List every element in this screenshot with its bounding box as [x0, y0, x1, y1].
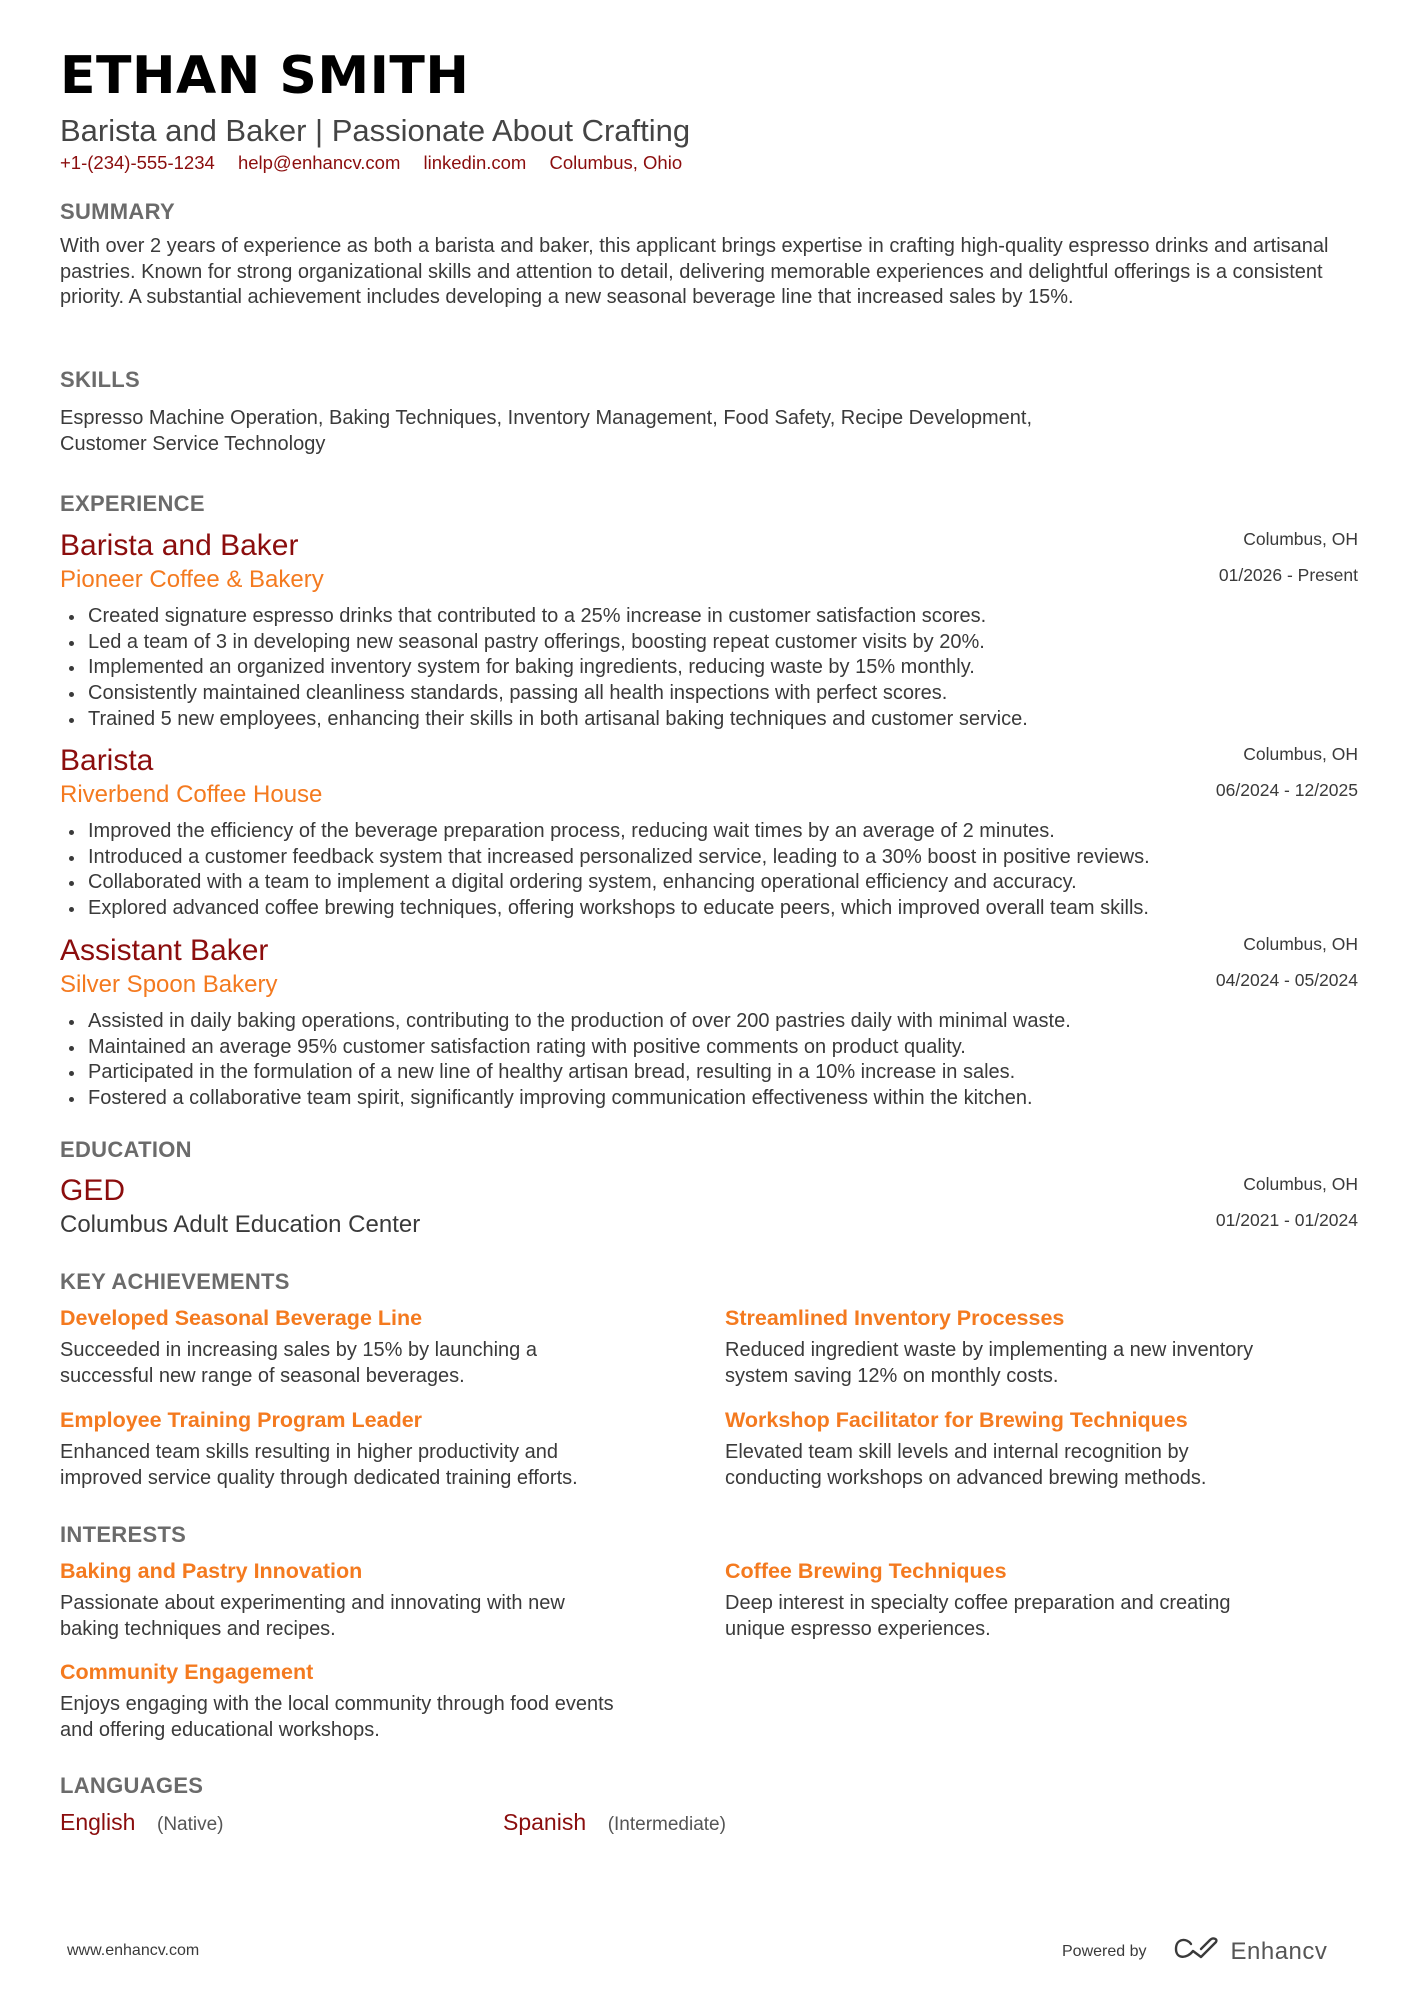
job-entry [60, 528, 1358, 733]
bullet-item: Led a team of 3 in developing new seasonal pastry offerings, boosting repeat customer visits by 20%. [60, 630, 1358, 656]
achievement-title: Streamlined Inventory Processes [725, 1306, 1065, 1330]
desc-line: Enjoys engaging with the local community through food events [60, 1693, 614, 1715]
interest-desc [60, 1591, 690, 1642]
headline: Barista and Baker | Passionate About Crafting [60, 113, 691, 148]
achievement-desc [60, 1440, 690, 1491]
bullet-item: Created signature espresso drinks that contributed to a 25% increase in customer satisfaction scores. [60, 604, 1358, 630]
job-bullets [60, 604, 1358, 733]
desc-line: and offering educational workshops. [60, 1718, 380, 1741]
desc-line: Reduced ingredient waste by implementing a new inventory [725, 1339, 1254, 1361]
education-entry [60, 1173, 1358, 1241]
bullet-item: Maintained an average 95% customer satisfaction rating with positive comments on product quality. [60, 1035, 1358, 1061]
job-dates: 01/2026 - Present [1218, 565, 1358, 585]
section-title-education: EDUCATION [60, 1137, 192, 1162]
desc-line: successful new range of seasonal beverages. [60, 1364, 465, 1387]
desc-line: baking techniques and recipes. [60, 1617, 336, 1640]
achievement-item [60, 1406, 690, 1491]
job-meta [1219, 528, 1358, 586]
footer-branding [1062, 1936, 1327, 1967]
bullet-item: Consistently maintained cleanliness standards, passing all health inspections with perfect scores. [60, 681, 1358, 707]
bullet-item: Assisted in daily baking operations, contributing to the production of over 200 pastries daily with minimal waste. [60, 1009, 1358, 1035]
job-location: Columbus, OH [1243, 934, 1358, 954]
achievement-item [725, 1304, 1355, 1389]
language-name: English [60, 1809, 136, 1835]
interest-desc [60, 1692, 690, 1743]
bullet-item: Implemented an organized inventory system for baking ingredients, reducing waste by 15% monthly. [60, 655, 1358, 681]
job-meta [1216, 743, 1358, 801]
desc-line: Enhanced team skills resulting in higher productivity and [60, 1441, 559, 1463]
achievement-desc [60, 1338, 690, 1389]
achievement-title: Employee Training Program Leader [60, 1408, 423, 1432]
language-level: (Intermediate) [607, 1814, 726, 1835]
job-location: Columbus, OH [1243, 744, 1358, 764]
language-level: (Native) [157, 1814, 224, 1835]
desc-line: Elevated team skill levels and internal recognition by [725, 1441, 1189, 1463]
section-title-languages: LANGUAGES [60, 1773, 204, 1798]
job-bullets [60, 1009, 1358, 1112]
interest-desc [725, 1591, 1355, 1642]
skills-text [60, 406, 1358, 457]
interest-title: Coffee Brewing Techniques [725, 1559, 1007, 1583]
interest-title: Community Engagement [60, 1660, 314, 1684]
desc-line: improved service quality through dedicated training efforts. [60, 1466, 578, 1489]
bullet-item: Collaborated with a team to implement a digital ordering system, enhancing operational efficiency and accuracy. [60, 870, 1358, 896]
interest-item [60, 1658, 690, 1743]
education-meta [1216, 1173, 1358, 1231]
bullet-item: Trained 5 new employees, enhancing their skills in both artisanal baking techniques and customer service. [60, 707, 1358, 733]
achievement-desc [725, 1440, 1355, 1491]
achievement-desc [725, 1338, 1355, 1389]
skills-line: Customer Service Technology [60, 432, 326, 455]
desc-line: Passionate about experimenting and innovating with new [60, 1592, 565, 1614]
job-title: Barista and Baker [60, 529, 299, 562]
language-name: Spanish [503, 1809, 587, 1835]
degree: GED [60, 1174, 126, 1207]
bullet-item: Participated in the formulation of a new line of healthy artisan bread, resulting in a 10% increase in sales. [60, 1060, 1358, 1086]
section-title-interests: INTERESTS [60, 1522, 187, 1547]
email-link[interactable]: help@enhancv.com [237, 152, 401, 173]
job-entry [60, 743, 1358, 922]
footer-website-link[interactable]: www.enhancv.com [67, 1942, 200, 1959]
language-item [503, 1808, 726, 1839]
enhancv-logo-icon [1173, 1936, 1221, 1967]
interest-title: Baking and Pastry Innovation [60, 1559, 363, 1583]
location-text: Columbus, Ohio [549, 152, 683, 173]
linkedin-link[interactable]: linkedin.com [423, 152, 527, 173]
job-location: Columbus, OH [1243, 529, 1358, 549]
section-title-key-achievements: KEY ACHIEVEMENTS [60, 1269, 290, 1294]
bullet-item: Explored advanced coffee brewing techniques, offering workshops to educate peers, which improved overall team skills. [60, 896, 1358, 922]
language-item [60, 1808, 224, 1839]
achievement-title: Workshop Facilitator for Brewing Techniques [725, 1408, 1188, 1432]
school-name: Columbus Adult Education Center [60, 1211, 421, 1238]
skills-line: Espresso Machine Operation, Baking Techniques, Inventory Management, Food Safety, Recipe Development, [60, 407, 1033, 429]
job-company: Riverbend Coffee House [60, 781, 323, 808]
job-bullets [60, 819, 1358, 922]
achievement-title: Developed Seasonal Beverage Line [60, 1306, 423, 1330]
achievement-item [725, 1406, 1355, 1491]
education-location: Columbus, OH [1243, 1174, 1358, 1194]
bullet-item: Introduced a customer feedback system that increased personalized service, leading to a 30% boost in positive reviews. [60, 845, 1358, 871]
job-meta [1216, 933, 1358, 991]
desc-line: system saving 12% on monthly costs. [725, 1364, 1059, 1387]
bullet-item: Improved the efficiency of the beverage preparation process, reducing wait times by an average of 2 minutes. [60, 819, 1358, 845]
enhancv-brand-name: Enhancv [1230, 1937, 1328, 1965]
desc-line: conducting workshops on advanced brewing methods. [725, 1466, 1207, 1489]
summary-text: With over 2 years of experience as both a barista and baker, this applicant brings expertise in crafting high-quality espresso drinks and artisanal pastries. Known for strong organizational skills and attention to detail, delivering memorable experiences and delightful offerings is a consistent priority. A substantial achievement includes developing a new seasonal beverage line that increased sales by 15%. [60, 235, 1329, 309]
section-title-summary: SUMMARY [60, 199, 175, 224]
job-company: Pioneer Coffee & Bakery [60, 566, 324, 593]
job-entry [60, 933, 1358, 1112]
candidate-name: ETHAN SMITH [60, 46, 470, 106]
job-dates: 06/2024 - 12/2025 [1215, 780, 1358, 800]
powered-by-label: Powered by [1062, 1942, 1147, 1960]
bullet-item: Fostered a collaborative team spirit, significantly improving communication effectiveness within the kitchen. [60, 1086, 1358, 1112]
interest-item [725, 1557, 1355, 1642]
job-dates: 04/2024 - 05/2024 [1215, 970, 1358, 990]
section-title-skills: SKILLS [60, 367, 141, 392]
desc-line: Succeeded in increasing sales by 15% by launching a [60, 1339, 537, 1361]
desc-line: Deep interest in specialty coffee preparation and creating [725, 1592, 1231, 1614]
job-title: Assistant Baker [60, 934, 269, 967]
section-title-experience: EXPERIENCE [60, 491, 205, 516]
job-title: Barista [60, 744, 154, 777]
job-company: Silver Spoon Bakery [60, 971, 278, 998]
achievement-item [60, 1304, 690, 1389]
desc-line: unique espresso experiences. [725, 1617, 991, 1640]
interest-item [60, 1557, 690, 1642]
contact-row [60, 151, 700, 175]
phone-link[interactable]: +1-(234)-555-1234 [60, 152, 215, 173]
education-dates: 01/2021 - 01/2024 [1215, 1210, 1358, 1230]
